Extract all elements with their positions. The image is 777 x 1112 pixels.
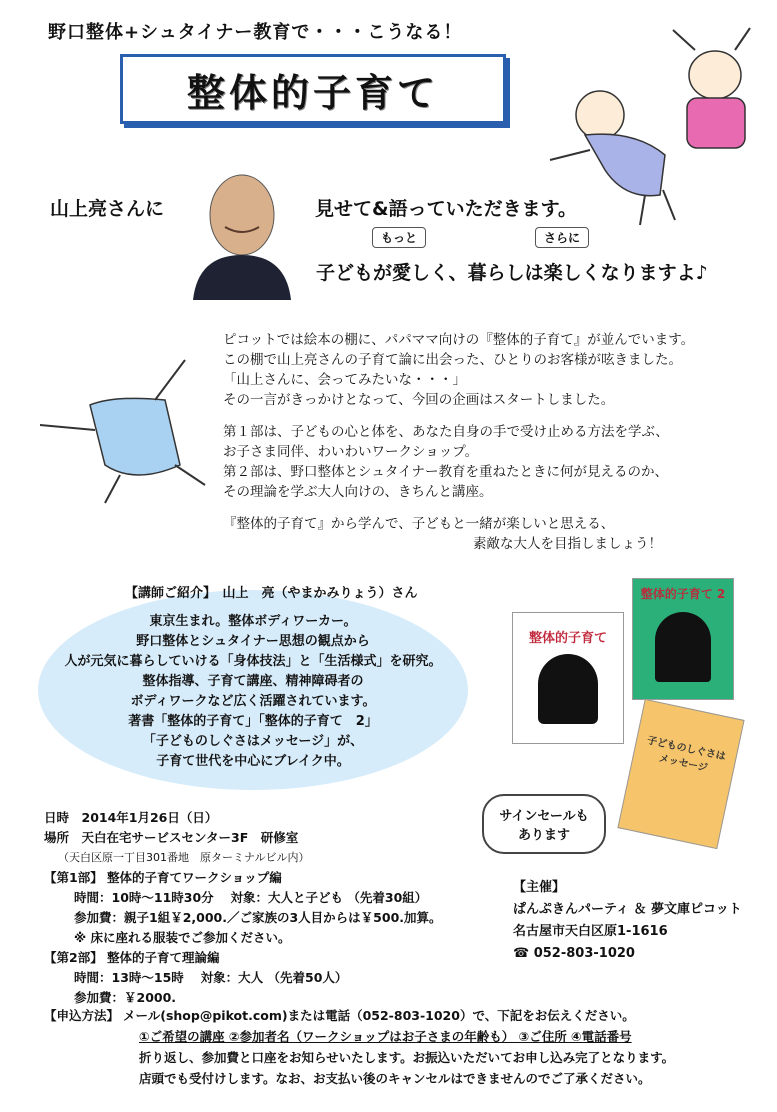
bubble-line2: あります [517, 828, 570, 843]
speaker-photo [183, 155, 301, 300]
bubble-line1: サインセールも [499, 809, 589, 824]
bio-header: 【講師ご紹介】 山上 亮（やまかみりょう）さん [125, 586, 418, 601]
apply-line2: ①ご希望の講座 ②参加者名（ワークショップはお子さまの年齢も） ③ご住所 ④電話番号 [139, 1029, 632, 1044]
intro-speaker: 山上亮さんに [50, 198, 165, 220]
book-cover-1 [512, 612, 624, 744]
page-title: 整体的子育て [186, 70, 439, 115]
body-text [223, 330, 723, 566]
part1-time: 時間：10時～11時30分 対象：大人と子ども （先着30組） [74, 890, 428, 905]
bio-line: 子育て世代を中心にブレイク中。 [156, 754, 350, 769]
top-headline: 野口整体+シュタイナー教育で・・・こうなる！ [48, 22, 463, 43]
event-place: 場所 天白在宅サービスセンター3F 研修室 [44, 830, 299, 845]
body-line: 第１部は、子どもの心と体を、あなた自身の手で受け止める方法を学ぶ、 [223, 424, 669, 440]
apply-line3: 折り返し、参加費と口座をお知らせいたします。お振込いただいてお申し込み完了となります。 [139, 1050, 675, 1065]
book2-title: 整体的子育て 2 [640, 587, 726, 601]
part1-note: ※ 床に座れる服装でご参加ください。 [74, 930, 291, 945]
book-cover-3 [617, 699, 744, 849]
organizer-address: 名古屋市天白区原1-1616 [513, 924, 668, 939]
organizer-names: ぱんぷきんパーティ ＆ 夢文庫ピコット [513, 902, 742, 917]
part1-title: 【第1部】 整体的子育てワークショップ編 [44, 870, 282, 885]
bio-line: 野口整体とシュタイナー思想の観点から [136, 634, 370, 649]
bio-line: 東京生まれ。整体ボディワーカー。 [149, 614, 357, 629]
part2-time: 時間：13時～15時 対象：大人 （先着50人） [74, 970, 348, 985]
bio-line: 人が元気に暮らしていける「身体技法」と「生活様式」を研究。 [64, 654, 442, 669]
body-line: 「山上さんに、会ってみたいな・・・」 [223, 372, 466, 388]
tag-sarani: さらに [535, 227, 589, 248]
event-address: （天白区原一丁目301番地 原ターミナルビル内） [58, 851, 310, 864]
apply-line4: 店頭でも受付けします。なお、お支払い後のキャンセルはできませんのでご了承ください。 [139, 1071, 651, 1086]
title-box [120, 54, 506, 124]
cartwheel-illustration [35, 345, 220, 505]
book3-title: 子どものしぐさはメッセージ [646, 735, 727, 775]
body-line: この棚で山上亮さんの子育て論に出会った、ひとりのお客様が呟きました。 [223, 352, 682, 368]
apply-line1: メール(shop@pikot.com)または電話（052-803-1020）で、下記をお伝えください。 [123, 1008, 635, 1023]
bio-line: 整体指導、子育て講座、精神障碍者の [142, 674, 364, 689]
part2-fee: 参加費：￥2000. [74, 990, 177, 1005]
organizer-phone: ☎ 052-803-1020 [513, 946, 635, 961]
book1-title: 整体的子育て [528, 631, 607, 646]
body-line: 第２部は、野口整体とシュタイナー教育を重ねたときに何が見えるのか、 [223, 464, 668, 480]
bio-line: 著書「整体的子育て」「整体的子育て 2」 [128, 714, 378, 729]
tag-motto: もっと [372, 227, 426, 248]
intro-lead: 見せて&語っていただきます。 [315, 198, 578, 220]
body-line: 『整体的子育て』から学んで、子どもと一緒が楽しいと思える、 [223, 516, 615, 532]
body-line: その理論を学ぶ大人向けの、きちんと講座。 [223, 484, 493, 500]
bio-line: 「子どものしぐさはメッセージ」が、 [142, 734, 364, 749]
apply-label: 【申込方法】 [44, 1008, 120, 1023]
organizer-label: 【主催】 [513, 880, 566, 895]
event-details [44, 808, 442, 1008]
children-illustration [545, 20, 765, 230]
body-line: その一言がきっかけとなって、今回の企画はスタートしました。 [223, 392, 615, 408]
apply-section [44, 1005, 674, 1089]
event-date: 日時 2014年1月26日（日） [44, 810, 218, 825]
sign-sale-bubble [482, 794, 606, 854]
body-line: お子さま同伴、わいわいワークショップ。 [223, 444, 479, 460]
book-cover-2 [632, 578, 734, 700]
bio-text [40, 612, 466, 772]
organizer [513, 877, 742, 965]
bio-line: ボディワークなど広く活躍されています。 [130, 694, 376, 709]
part1-fee: 参加費：親子1組￥2,000.／ご家族の3人目からは￥500.加算。 [74, 910, 442, 925]
body-line: 素敵な大人を目指しましょう！ [473, 536, 662, 552]
part2-title: 【第2部】 整体的子育て理論編 [44, 950, 220, 965]
body-line: ピコットでは絵本の棚に、パパママ向けの『整体的子育て』が並んでいます。 [223, 332, 695, 348]
slogan: 子どもが愛しく、暮らしは楽しくなりますよ♪ [316, 262, 708, 284]
